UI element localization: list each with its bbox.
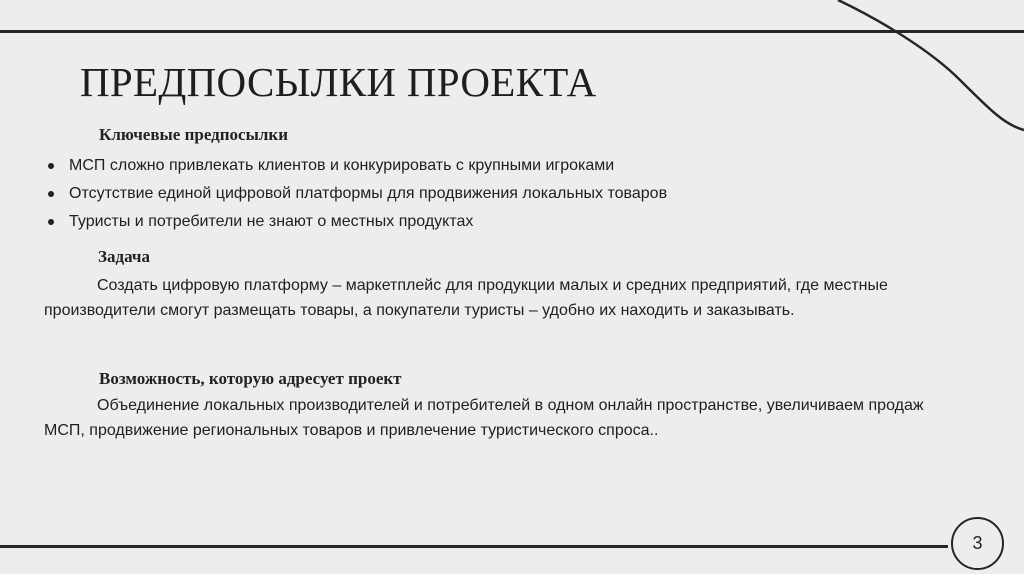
bottom-rule xyxy=(0,545,948,548)
bullet-icon xyxy=(48,191,54,197)
key-premises-list xyxy=(48,152,667,236)
bullet-icon xyxy=(48,163,54,169)
opportunity-text: Объединение локальных производителей и потребителей в одном онлайн пространстве, увеличиваем продаж МСП, продвижение региональных товаров и привлечение туристического спроса.. xyxy=(44,397,924,439)
task-heading: Задача xyxy=(98,247,150,266)
slide-title: ПРЕДПОСЫЛКИ ПРОЕКТА xyxy=(80,59,597,105)
top-rule xyxy=(0,30,1024,33)
list-item xyxy=(48,208,667,236)
page-number: 3 xyxy=(951,517,1004,570)
opportunity-heading: Возможность, которую адресует проект xyxy=(99,369,402,388)
list-item xyxy=(48,180,667,208)
list-item xyxy=(48,152,667,180)
list-item-text: Туристы и потребители не знают о местных продуктах xyxy=(69,213,474,230)
key-premises-heading: Ключевые предпосылки xyxy=(99,125,289,144)
list-item-text: Отсутствие единой цифровой платформы для продвижения локальных товаров xyxy=(69,185,668,202)
task-text: Создать цифровую платформу – маркетплейс для продукции малых и средних предприятий, где местные производители смогут размещать товары, а покупатели туристы – удобно их находить и заказывать. xyxy=(44,277,888,319)
list-item-text: МСП сложно привлекать клиентов и конкурировать с крупными игроками xyxy=(69,157,615,174)
bullet-icon xyxy=(48,219,54,225)
